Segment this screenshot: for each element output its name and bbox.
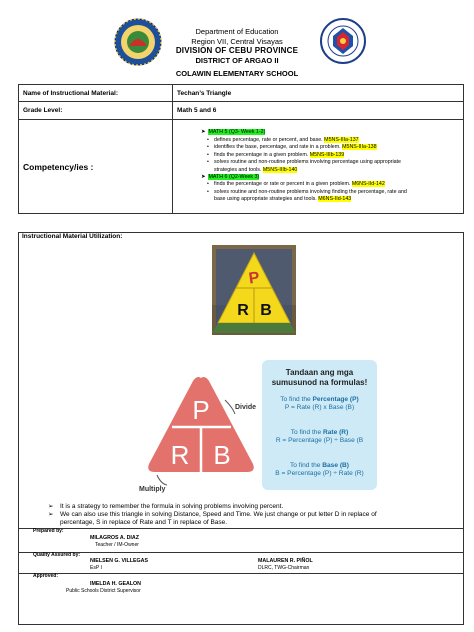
division-title: DIVISION OF CEBU PROVINCE <box>175 46 299 55</box>
prb-triangle-diagram <box>135 372 267 494</box>
material-info-table <box>18 84 464 214</box>
competency-item: • solves routine and non-routine problems involving finding the percentage, rate and <box>177 189 459 196</box>
material-value: Techan’s Triangle <box>173 85 464 102</box>
competency-item-continued: strategies and tools. M5NS-IIIb-140 <box>214 166 298 173</box>
approved-label: Approved: <box>33 573 58 579</box>
diagram-letter-b: B <box>213 440 231 470</box>
approved-divider <box>18 573 464 574</box>
competency-list <box>177 127 459 205</box>
divide-label: Divide <box>235 404 257 411</box>
competency-item: • identifies the base, percentage, and rate in a problem. M5NS-IIIa-138 <box>177 144 459 151</box>
formula-card-heading: Tandaan ang mga sumusunod na formulas! <box>271 368 368 387</box>
arrow-icon: ➤ <box>201 173 206 180</box>
competency-label: Competency/ies : <box>19 120 173 214</box>
bullet-dst-continued: percentage, S in replace of Rate and T in replace of Base. <box>60 519 228 526</box>
bullet-strategy: It is a strategy to remember the formula in solving problems involving percent. <box>60 503 284 510</box>
math5-heading: ➤ MATH 5 (Q3- Week 1-2) <box>201 129 266 136</box>
approved-name: IMELDA H. GEALON <box>90 581 142 587</box>
diagram-letter-p: P <box>192 395 210 425</box>
prepared-name: MILAGROS A. DIAZ <box>90 535 139 541</box>
qa2-position: DLRC, TWG-Chairman <box>258 565 310 571</box>
department-title: Department of Education <box>195 27 279 36</box>
triangle-prop-photo <box>212 245 296 335</box>
qa-label: Quality Assured by: <box>33 552 81 558</box>
arrow-icon: ➤ <box>201 129 206 136</box>
competency-item: • finds the percentage or rate or percent in a given problem. M6NS-IId-142 <box>177 181 459 188</box>
photo-letter-b: B <box>260 302 272 319</box>
photo-letter-r: R <box>237 302 249 319</box>
competency-item: • finds the percentage in a given problem. M5NS-IIIb-139 <box>177 152 459 159</box>
approved-position: Public Schools District Supervisor <box>66 588 141 594</box>
base-formula: To find the Base (B) B = Percentage (P) ÷ Rate (R) <box>275 462 364 478</box>
math6-heading: ➤ MATH 6 (Q2-Week 3) <box>201 173 260 180</box>
percentage-formula: To find the Percentage (P) P = Rate (R) x Base (B) <box>280 396 359 412</box>
prepared-divider <box>18 528 464 529</box>
qa2-name: MALAUREN R. PIÑOL <box>258 558 313 564</box>
competency-item: • defines percentage, rate or percent, and base. M5NS-IIIa-137 <box>177 137 459 144</box>
prepared-label: Prepared by: <box>33 528 64 534</box>
qa1-position: EsP I <box>90 565 102 571</box>
qa1-name: NIELSEN G. VILLEGAS <box>90 558 148 564</box>
competency-item-continued: base using appropriate strategies and tools. M6NS-IId-143 <box>214 196 352 203</box>
qa-divider <box>18 552 464 553</box>
multiply-label: Multiply <box>139 486 166 493</box>
competency-item: • solves routine and non-routine problems involving percentage using appropriate <box>177 159 459 166</box>
school-name: COLAWIN ELEMENTARY SCHOOL <box>175 69 299 78</box>
competency-cell <box>173 120 464 214</box>
utilization-title: Instructional Material Utilization: <box>22 233 123 240</box>
region-title: Region VII, Central Visayas <box>191 37 283 46</box>
grade-value: Math 5 and 6 <box>173 102 464 120</box>
photo-letter-p: P <box>247 269 261 288</box>
material-label: Name of Instructional Material: <box>19 85 173 102</box>
district-title: DISTRICT OF ARGAO II <box>195 56 279 65</box>
bullet-arrow-icon: ➢ <box>48 511 54 518</box>
rate-formula: To find the Rate (R) R = Percentage (P) ÷ Base (B <box>275 429 364 445</box>
grade-label: Grade Level: <box>19 102 173 120</box>
bullet-dst: We can also use this triangle in solving Distance, Speed and Time. We just change or put letter D in replace of <box>60 511 377 518</box>
prepared-position: Teacher / IM-Owner <box>95 542 139 548</box>
diagram-letter-r: R <box>170 440 190 470</box>
bullet-arrow-icon: ➢ <box>48 503 54 510</box>
